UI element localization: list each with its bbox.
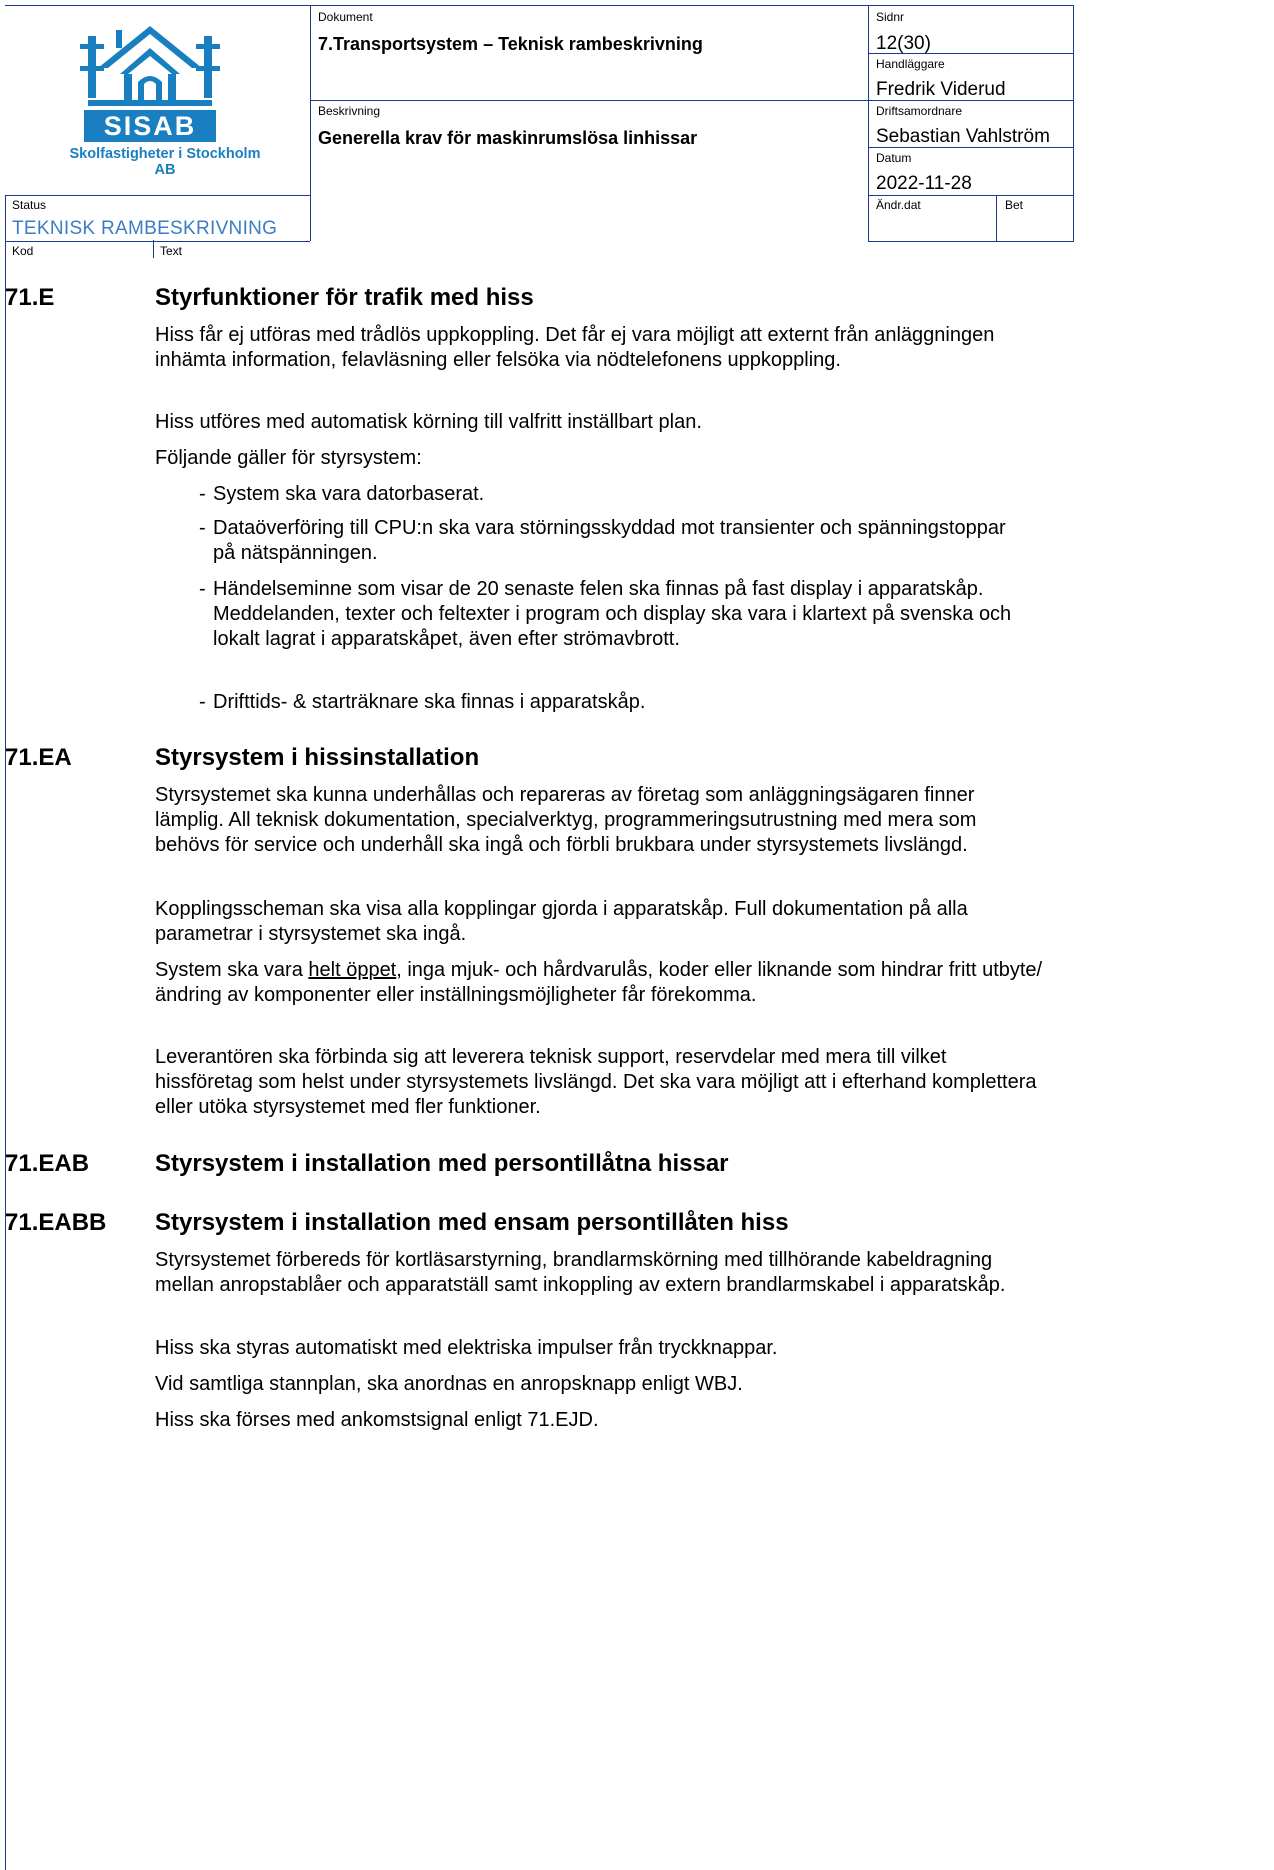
datum-value: 2022-11-28 [876, 173, 972, 194]
dokument-label: Dokument [318, 10, 373, 24]
kod-label: Kod [12, 244, 34, 258]
driftsamordnare-label: Driftsamordnare [876, 104, 963, 118]
sisab-logo [78, 22, 222, 144]
divider [153, 240, 154, 258]
list-item: - Händelseminne som visar de 20 senaste felen ska finnas på fast display i apparatskåp. Meddelanden, texter och feltexter i program och display ska vara i klartext på svenska och lokalt lagrat i apparatskåpet, även efter strömavbrott. [199, 578, 1012, 650]
paragraph: Hiss utföres med automatisk körning till valfritt inställbart plan. [155, 411, 702, 433]
andrdat-label: Ändr.dat [876, 198, 921, 212]
section-title: Styrsystem i installation med ensam persontillåten hiss [155, 1209, 789, 1236]
datum-label: Datum [876, 151, 912, 165]
beskrivning-label: Beskrivning [318, 104, 381, 118]
divider [996, 195, 997, 241]
bet-label: Bet [1005, 198, 1024, 212]
paragraph: Hiss ska styras automatiskt med elektriska impulser från tryckknappar. [155, 1337, 778, 1359]
divider [310, 100, 868, 101]
paragraph: System ska vara helt öppet, inga mjuk- och hårdvarulås, koder eller liknande som hindrar fritt utbyte/ändring av komponenter eller inställningsmöjligheter får förekomma. [155, 959, 1043, 1006]
divider [868, 241, 1074, 242]
left-margin-line [5, 240, 6, 1870]
driftsamordnare-value: Sebastian Vahlström [876, 126, 1050, 147]
svg-text:SISAB: SISAB [103, 111, 197, 141]
list-item: - Drifttids- & starträknare ska finnas i apparatskåp. [199, 691, 646, 713]
company-name: Skolfastigheter i Stockholm AB [69, 146, 261, 178]
handlaggare-value: Fredrik Viderud [876, 79, 1006, 100]
divider [310, 6, 311, 241]
divider [5, 241, 310, 242]
text-label: Text [160, 244, 183, 258]
beskrivning-value: Generella krav för maskinrumslösa linhissar [318, 128, 698, 148]
dokument-value: 7.Transportsystem – Teknisk rambeskrivning [318, 34, 703, 54]
divider [5, 195, 6, 241]
handlaggare-label: Handläggare [876, 57, 945, 71]
paragraph: Vid samtliga stannplan, ska anordnas en anropsknapp enligt WBJ. [155, 1373, 743, 1395]
sidnr-label: Sidnr [876, 10, 905, 24]
status-label: Status [12, 198, 47, 212]
section-code: 71.EAB [5, 1150, 90, 1177]
paragraph: Styrsystemet ska kunna underhållas och repareras av företag som anläggningsägaren finner lämplig. All teknisk dokumentation, specialverktyg, programmeringsutrustning med mera som behövs för service och underhåll ska ingå och förbli brukbara under styrsystemets livslängd. [155, 784, 977, 856]
section-title: Styrfunktioner för trafik med hiss [155, 284, 534, 311]
divider [5, 195, 310, 196]
paragraph: Hiss ska förses med ankomstsignal enligt 71.EJD. [155, 1409, 599, 1431]
section-code: 71.EA [5, 744, 72, 771]
divider [868, 6, 869, 241]
sidnr-value: 12(30) [876, 33, 931, 54]
paragraph: Leverantören ska förbinda sig att leverera teknisk support, reservdelar med mera till vilket hissföretag som helst under styrsystemets livslängd. Det ska vara möjligt att i efterhand komplettera eller utöka styrsystemet med fler funktioner. [155, 1046, 1037, 1118]
section-code: 71.EABB [5, 1209, 107, 1236]
paragraph: Kopplingsscheman ska visa alla kopplingar gjorda i apparatskåp. Full dokumentation på alla parametrar i styrsystemet ska ingå. [155, 898, 968, 945]
paragraph: Hiss får ej utföras med trådlös uppkoppling. Det får ej vara möjligt att externt från anläggningen inhämta information, felavläsning eller felsöka via nödtelefonens uppkoppling. [155, 324, 995, 371]
divider [868, 195, 1074, 196]
list-item: - Dataöverföring till CPU:n ska vara störningsskyddad mot transienter och spänningstoppar på nätspänningen. [199, 517, 1006, 564]
section-code: 71.E [5, 284, 55, 311]
paragraph: Följande gäller för styrsystem: [155, 447, 422, 469]
list-item: - System ska vara datorbaserat. [199, 483, 485, 505]
paragraph: Styrsystemet förbereds för kortläsarstyrning, brandlarmskörning med tillhörande kabeldragning mellan anropstablåer och apparatställ samt inkoppling av extern brandlarmskabel i apparatskåp. [155, 1249, 1006, 1296]
status-value: TEKNISK RAMBESKRIVNING [12, 218, 278, 239]
section-title: Styrsystem i hissinstallation [155, 744, 480, 771]
divider [1073, 6, 1074, 241]
underlined-text: helt öppet [308, 959, 397, 981]
section-title: Styrsystem i installation med persontillåtna hissar [155, 1150, 729, 1177]
